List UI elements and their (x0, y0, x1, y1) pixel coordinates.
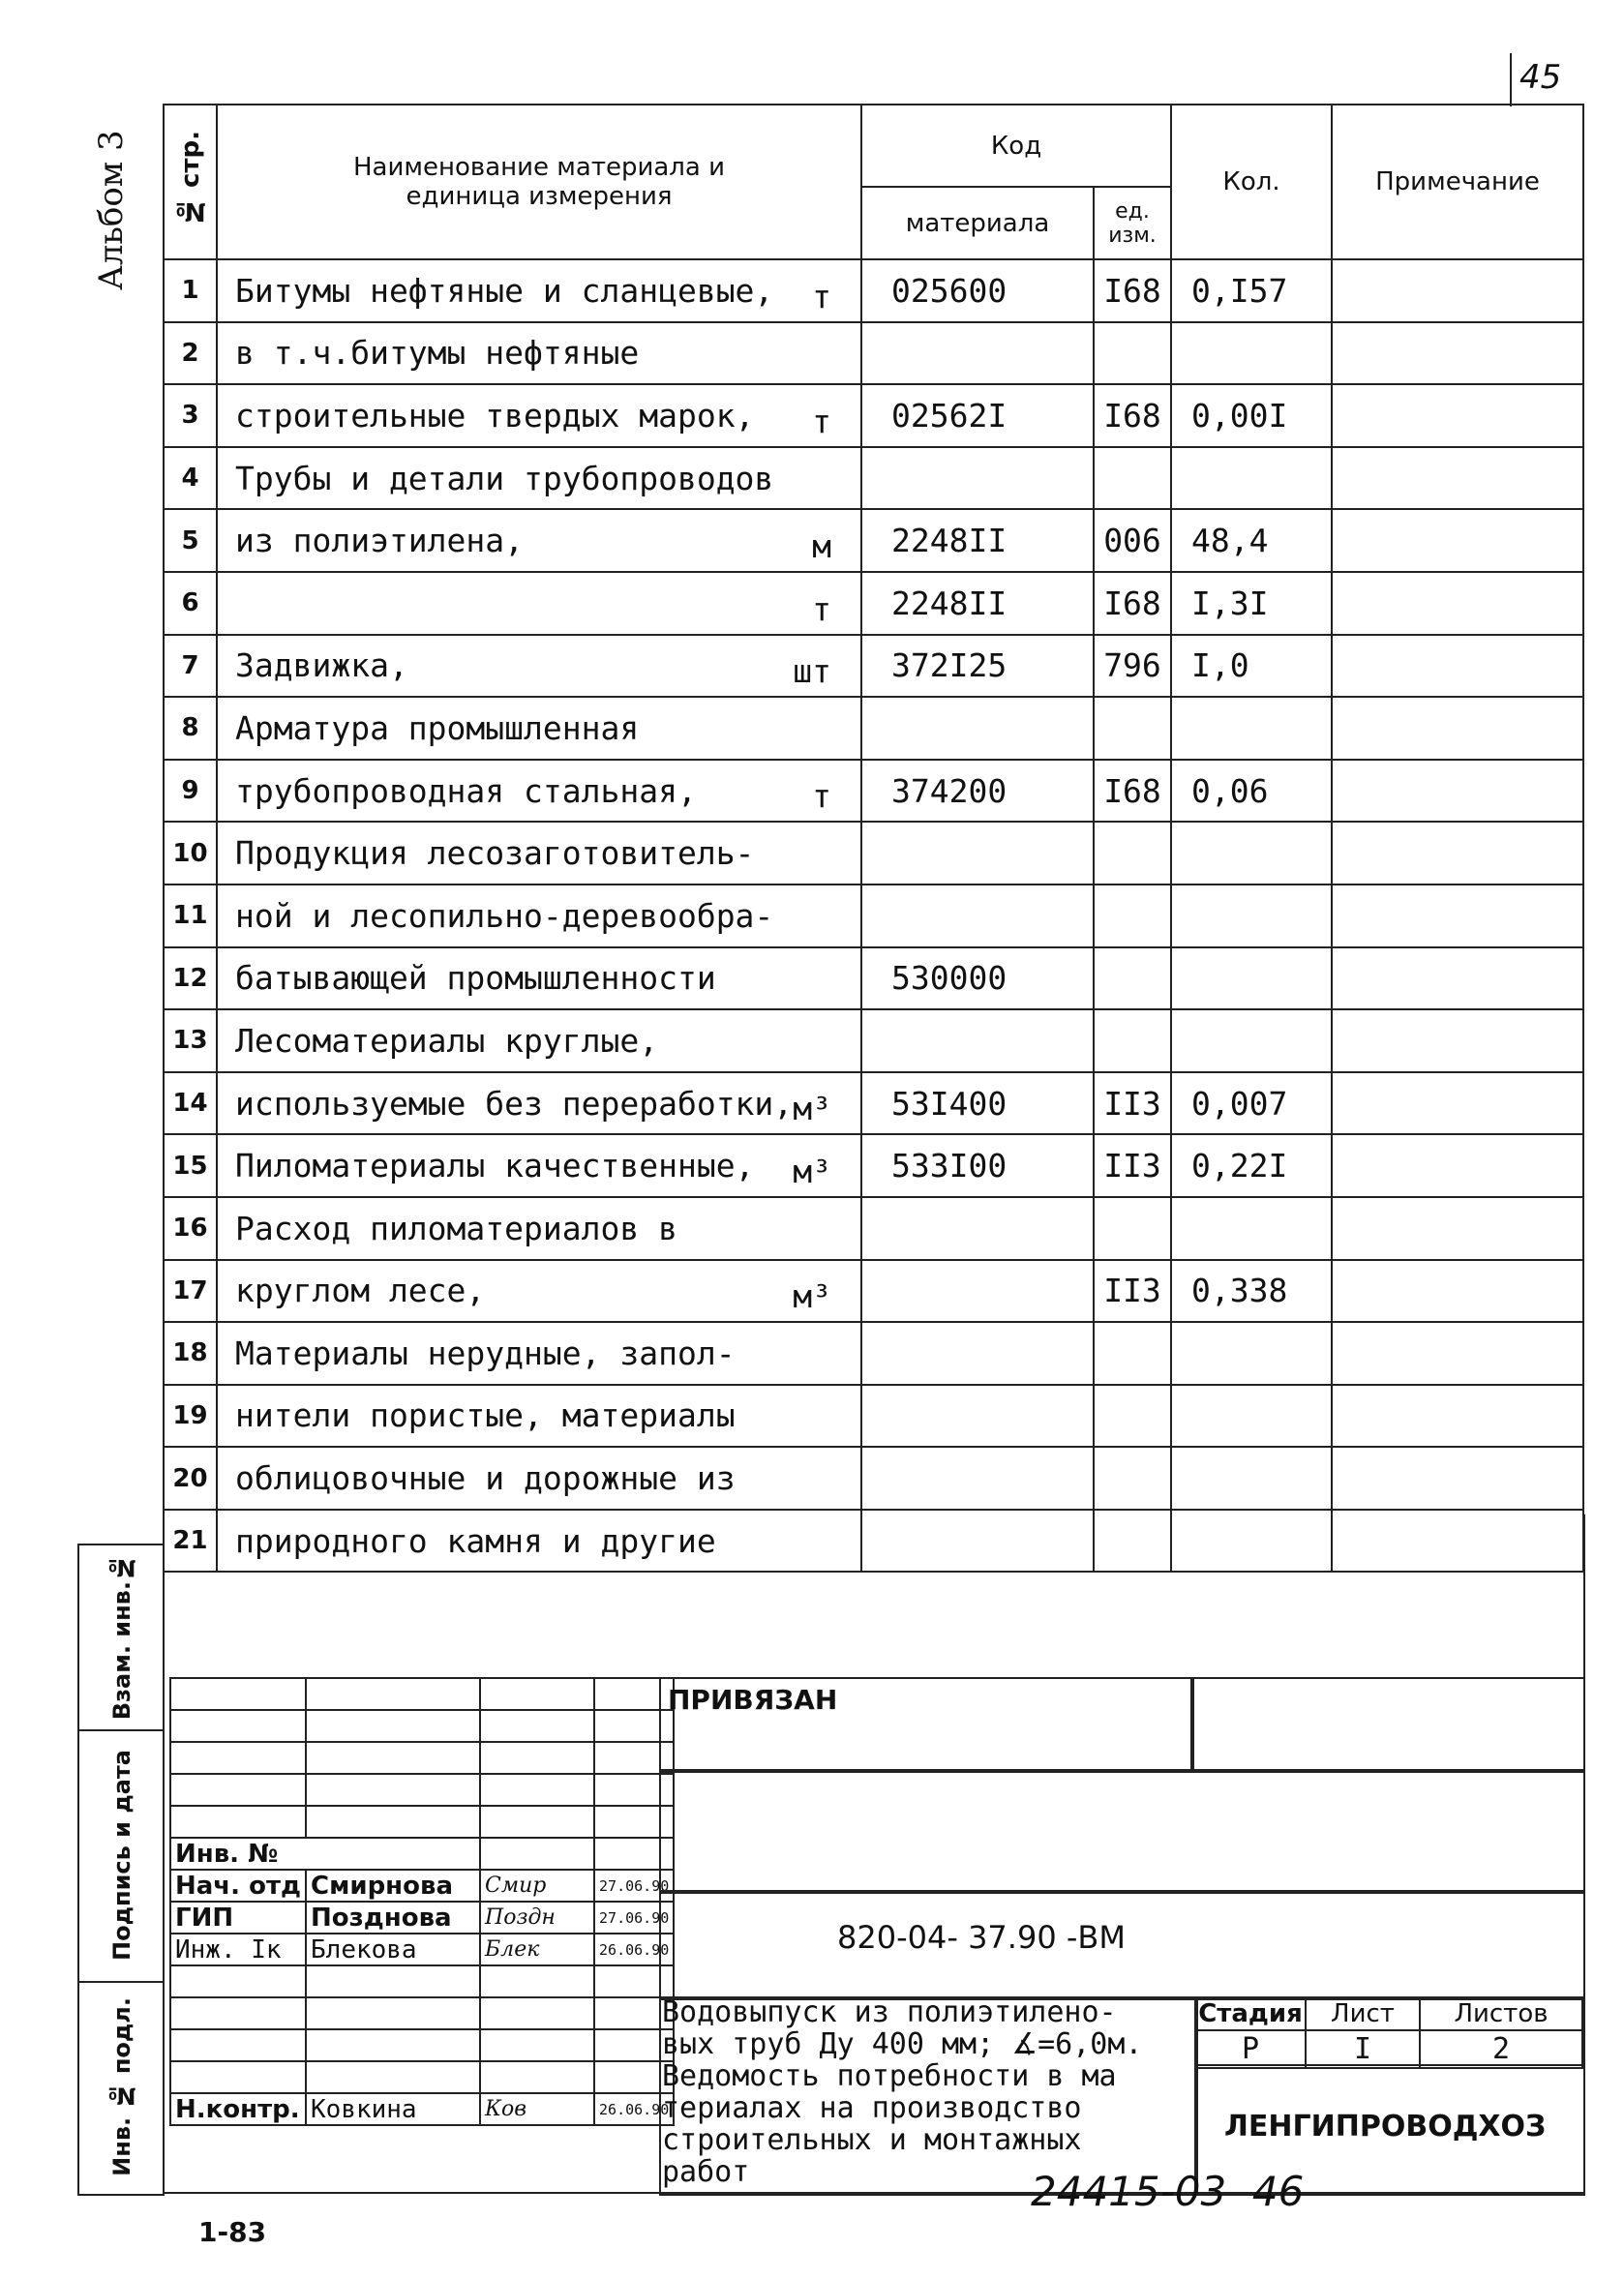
note (1332, 1009, 1583, 1072)
table-row (164, 635, 1583, 698)
material-unit: т (812, 277, 831, 315)
material-unit: м³ (793, 1090, 831, 1128)
quantity: 0,22I (1171, 1134, 1332, 1197)
material-code: 53I400 (861, 1072, 1094, 1135)
material-unit: м³ (793, 1277, 831, 1316)
unit-code: II3 (1094, 1134, 1171, 1197)
note (1332, 1385, 1583, 1448)
material-code: 025600 (861, 259, 1094, 322)
row-number: 12 (164, 947, 217, 1010)
date-1: 27.06.90 (594, 1870, 674, 1902)
unit-code (1094, 1197, 1171, 1260)
table-row (164, 1260, 1583, 1323)
material-code (861, 697, 1094, 760)
table-row (164, 697, 1583, 760)
header-note: Примечание (1332, 105, 1583, 259)
note (1332, 322, 1583, 385)
material-name: нители пористые, материалы (217, 1385, 861, 1448)
material-code (861, 822, 1094, 885)
quantity (1171, 1322, 1332, 1385)
date-2: 27.06.90 (594, 1902, 674, 1934)
role-2: ГИП (170, 1902, 306, 1934)
unit-code: I68 (1094, 572, 1171, 635)
table-row (164, 947, 1583, 1010)
org-name: ЛЕНГИПРОВОДХОЗ (1224, 2110, 1547, 2144)
quantity (1171, 697, 1332, 760)
note (1332, 635, 1583, 698)
material-code (861, 447, 1094, 510)
material-unit: м³ (793, 1152, 831, 1190)
control-date: 26.06.90 (594, 2093, 674, 2125)
material-name (217, 572, 861, 635)
material-name: Арматура промышленная (217, 697, 861, 760)
unit-code (1094, 697, 1171, 760)
quantity: 0,007 (1171, 1072, 1332, 1135)
quantity (1171, 1447, 1332, 1510)
sheet-label: Лист (1306, 1997, 1420, 2030)
quantity: 0,I57 (1171, 259, 1332, 322)
privyazan-right-box (1190, 1677, 1585, 1773)
material-name: природного камня и другие (217, 1510, 861, 1573)
unit-code (1094, 947, 1171, 1010)
quantity (1171, 1385, 1332, 1448)
row-number: 14 (164, 1072, 217, 1135)
row-number: 17 (164, 1260, 217, 1323)
material-name: круглом лесе, м³ (217, 1260, 861, 1323)
table-row (164, 1009, 1583, 1072)
header-qty: Кол. (1171, 105, 1332, 259)
title-line-4: териалах на производство (662, 2091, 1082, 2125)
note (1332, 822, 1583, 885)
material-code (861, 1197, 1094, 1260)
role-3: Инж. Iк (170, 1934, 306, 1965)
row-number: 1 (164, 259, 217, 322)
unit-code: I68 (1094, 259, 1171, 322)
table-row (164, 322, 1583, 385)
material-code: 533I00 (861, 1134, 1094, 1197)
unit-code (1094, 822, 1171, 885)
role-1: Нач. отд (170, 1870, 306, 1902)
material-code (861, 1447, 1094, 1510)
note (1332, 1197, 1583, 1260)
footer-handwritten: 24415-03 46 (1031, 2168, 1305, 2215)
blank-box (659, 1769, 1585, 1894)
material-unit: т (812, 777, 831, 816)
title-line-5: строительных и монтажных (662, 2123, 1082, 2157)
row-number: 16 (164, 1197, 217, 1260)
row-number: 3 (164, 384, 217, 447)
note (1332, 384, 1583, 447)
material-name: Задвижка, шт (217, 635, 861, 698)
signature-3: Блек (480, 1934, 594, 1965)
header-code-material: материала (861, 187, 1094, 259)
table-row (164, 822, 1583, 885)
sheet-value: I (1306, 2030, 1420, 2068)
quantity: 0,06 (1171, 760, 1332, 823)
material-unit: шт (793, 652, 831, 691)
unit-code (1094, 1009, 1171, 1072)
material-name: Расход пиломатериалов в (217, 1197, 861, 1260)
material-name: Продукция лесозаготовитель- (217, 822, 861, 885)
material-code: 2248II (861, 572, 1094, 635)
table-row (164, 1447, 1583, 1510)
unit-code: II3 (1094, 1072, 1171, 1135)
note (1332, 1260, 1583, 1323)
material-name: облицовочные и дорожные из (217, 1447, 861, 1510)
material-name: трубопроводная стальная, т (217, 760, 861, 823)
page-number: 45 (1519, 58, 1562, 97)
row-number: 8 (164, 697, 217, 760)
unit-code (1094, 447, 1171, 510)
note (1332, 1072, 1583, 1135)
header-code: Код (861, 105, 1171, 187)
control-name: Ковкина (306, 2093, 480, 2125)
note (1332, 947, 1583, 1010)
table-row (164, 885, 1583, 947)
side-inv: Инв. № подл. (108, 1996, 135, 2176)
row-number: 11 (164, 885, 217, 947)
row-number: 4 (164, 447, 217, 510)
row-number: 10 (164, 822, 217, 885)
material-name: Лесоматериалы круглые, (217, 1009, 861, 1072)
material-code (861, 1385, 1094, 1448)
stage-table (1194, 1996, 1583, 2069)
signature-1: Смир (480, 1870, 594, 1902)
title-line-1: Водовыпуск из полиэтилено- (662, 1995, 1117, 2029)
footer-left: 1-83 (198, 2216, 267, 2248)
name-2: Позднова (306, 1902, 480, 1934)
table-row (164, 509, 1583, 572)
note (1332, 1322, 1583, 1385)
quantity (1171, 322, 1332, 385)
note (1332, 697, 1583, 760)
doc-code: 820-04- 37.90 -ВМ (837, 1919, 1126, 1956)
side-vzam: Взам. инв.№ (79, 1545, 165, 1731)
material-code: 530000 (861, 947, 1094, 1010)
row-number: 18 (164, 1322, 217, 1385)
privyazan-label: ПРИВЯЗАН (668, 1684, 838, 1716)
material-code: 374200 (861, 760, 1094, 823)
sheets-label: Листов (1420, 1997, 1582, 2030)
note (1332, 447, 1583, 510)
title-line-3: Ведомость потребности в ма (662, 2059, 1117, 2093)
row-number: 9 (164, 760, 217, 823)
material-name: из полиэтилена, м (217, 509, 861, 572)
unit-code: 006 (1094, 509, 1171, 572)
row-number: 13 (164, 1009, 217, 1072)
material-name: в т.ч.битумы нефтяные (217, 322, 861, 385)
material-name: используемые без переработки, м³ (217, 1072, 861, 1135)
material-code: 2248II (861, 509, 1094, 572)
side-stamp (77, 1544, 165, 2196)
quantity: 0,338 (1171, 1260, 1332, 1323)
unit-code (1094, 1447, 1171, 1510)
material-name: Битумы нефтяные и сланцевые, т (217, 259, 861, 322)
table-row (164, 1322, 1583, 1385)
row-number: 2 (164, 322, 217, 385)
material-name: батывающей промышленности (217, 947, 861, 1010)
material-unit: т (812, 589, 831, 628)
note (1332, 1447, 1583, 1510)
quantity (1171, 822, 1332, 885)
quantity (1171, 1009, 1332, 1072)
material-code: 372I25 (861, 635, 1094, 698)
unit-code (1094, 322, 1171, 385)
quantity (1171, 1197, 1332, 1260)
table-row (164, 572, 1583, 635)
side-podpis: Подпись и дата (79, 1729, 165, 1983)
material-unit: т (812, 402, 831, 440)
material-name: строительные твердых марок, т (217, 384, 861, 447)
name-3: Блекова (306, 1934, 480, 1965)
material-code (861, 1009, 1094, 1072)
unit-code (1094, 1385, 1171, 1448)
stage-value: Р (1195, 2030, 1306, 2068)
materials-table (163, 104, 1584, 1573)
unit-code: I68 (1094, 760, 1171, 823)
sheets-value: 2 (1420, 2030, 1582, 2068)
table-row (164, 1385, 1583, 1448)
table-row (164, 1197, 1583, 1260)
album-label: Альбом 3 (92, 130, 131, 290)
stage-label: Стадия (1195, 1997, 1306, 2030)
row-number: 15 (164, 1134, 217, 1197)
unit-code: 796 (1094, 635, 1171, 698)
material-name: Пиломатериалы качественные, м³ (217, 1134, 861, 1197)
title-line-2: вых труб Ду 400 мм; ∡=6,0м. (662, 2027, 1143, 2061)
title-block (662, 1996, 1143, 2188)
control-role: Н.контр. (170, 2093, 306, 2125)
material-name: ной и лесопильно-деревообра- (217, 885, 861, 947)
quantity (1171, 447, 1332, 510)
unit-code: I68 (1094, 384, 1171, 447)
note (1332, 1134, 1583, 1197)
quantity: I,3I (1171, 572, 1332, 635)
header-row-no: № стр. (164, 105, 217, 259)
material-code (861, 1322, 1094, 1385)
date-3: 26.06.90 (594, 1934, 674, 1965)
row-number: 5 (164, 509, 217, 572)
note (1332, 885, 1583, 947)
table-row (164, 447, 1583, 510)
row-number: 21 (164, 1510, 217, 1573)
signature-table (169, 1677, 675, 2126)
title-line-6: работ (662, 2155, 750, 2189)
row-number: 20 (164, 1447, 217, 1510)
table-row (164, 259, 1583, 322)
note (1332, 259, 1583, 322)
row-number: 19 (164, 1385, 217, 1448)
header-code-unit: ед. изм. (1094, 187, 1171, 259)
page-number-divider (1510, 53, 1512, 106)
note (1332, 572, 1583, 635)
table-row (164, 384, 1583, 447)
material-code (861, 322, 1094, 385)
material-name: Материалы нерудные, запол- (217, 1322, 861, 1385)
quantity: I,0 (1171, 635, 1332, 698)
material-code: 02562I (861, 384, 1094, 447)
header-name: Наименование материала и единица измерения (217, 105, 861, 259)
quantity (1171, 885, 1332, 947)
row-number: 6 (164, 572, 217, 635)
material-name: Трубы и детали трубопроводов (217, 447, 861, 510)
quantity (1171, 947, 1332, 1010)
control-signature: Ков (480, 2093, 594, 2125)
note (1332, 760, 1583, 823)
name-1: Смирнова (306, 1870, 480, 1902)
quantity: 48,4 (1171, 509, 1332, 572)
table-row (164, 760, 1583, 823)
quantity: 0,00I (1171, 384, 1332, 447)
note (1332, 509, 1583, 572)
row-number: 7 (164, 635, 217, 698)
material-code (861, 1260, 1094, 1323)
unit-code (1094, 1322, 1171, 1385)
material-unit: м (812, 526, 831, 565)
unit-code (1094, 885, 1171, 947)
unit-code: II3 (1094, 1260, 1171, 1323)
table-row (164, 1072, 1583, 1135)
table-row (164, 1134, 1583, 1197)
inv-no-label: Инв. № (170, 1838, 480, 1870)
material-code (861, 885, 1094, 947)
signature-2: Поздн (480, 1902, 594, 1934)
